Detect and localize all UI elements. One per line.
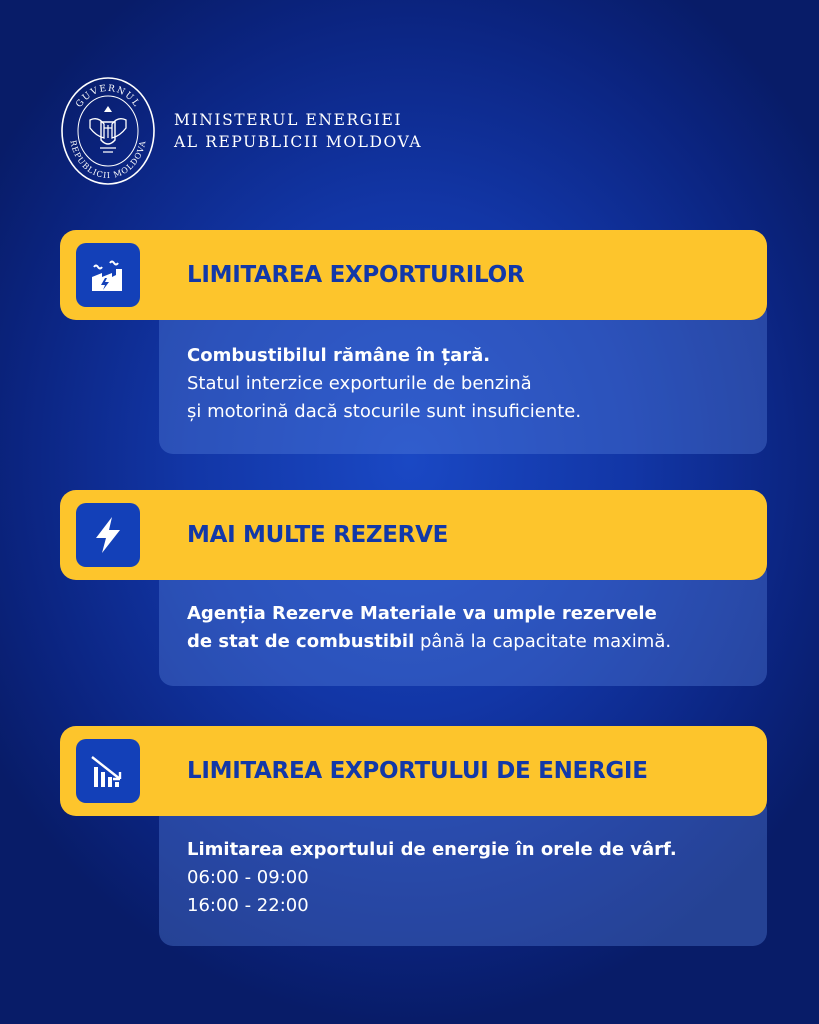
ministry-line-1: MINISTERUL ENERGIEI [174,111,403,129]
ministry-line-2: AL REPUBLICII MOLDOVA [174,133,423,151]
card-title: LIMITAREA EXPORTULUI DE ENERGIE [187,758,648,784]
card-title: MAI MULTE REZERVE [187,522,449,548]
peak-hours-evening: 16:00 - 22:00 [187,895,309,916]
peak-hours-morning: 06:00 - 09:00 [187,867,309,888]
icon-box [76,739,140,803]
government-seal-icon [60,76,156,186]
card-title: LIMITAREA EXPORTURILOR [187,262,525,288]
header [60,76,422,186]
card-banner [60,230,767,320]
card-banner [60,726,767,816]
card-bold-line-2: de stat de combustibil [187,631,415,652]
card-banner [60,490,767,580]
power-plant-icon [86,253,130,297]
card-body-line-1: Statul interzice exporturile de benzină [187,373,532,394]
card-body [159,300,767,454]
card-bold-line-1: Agenția Rezerve Materiale va umple rezervele [187,603,657,624]
card-body [159,796,767,946]
ministry-name [174,109,422,153]
card-lead-text: Limitarea exportului de energie în orele de vârf. [187,839,677,860]
svg-text:GUVERNUL [74,84,141,110]
declining-chart-icon [86,749,130,793]
card-body-line-2 [187,628,739,656]
icon-box [76,503,140,567]
seal-ring-bottom-text: REPUBLICII MOLDOVA [68,139,148,181]
seal-ring-top-text: GUVERNUL [74,83,142,110]
card-lead-text: Combustibilul rămâne în țară. [187,345,491,366]
icon-box [76,243,140,307]
card-body-line-2: și motorină dacă stocurile sunt insuficiente. [187,401,582,422]
card-tail-text: până la capacitate maximă. [414,631,672,652]
lightning-bolt-icon [86,513,130,557]
